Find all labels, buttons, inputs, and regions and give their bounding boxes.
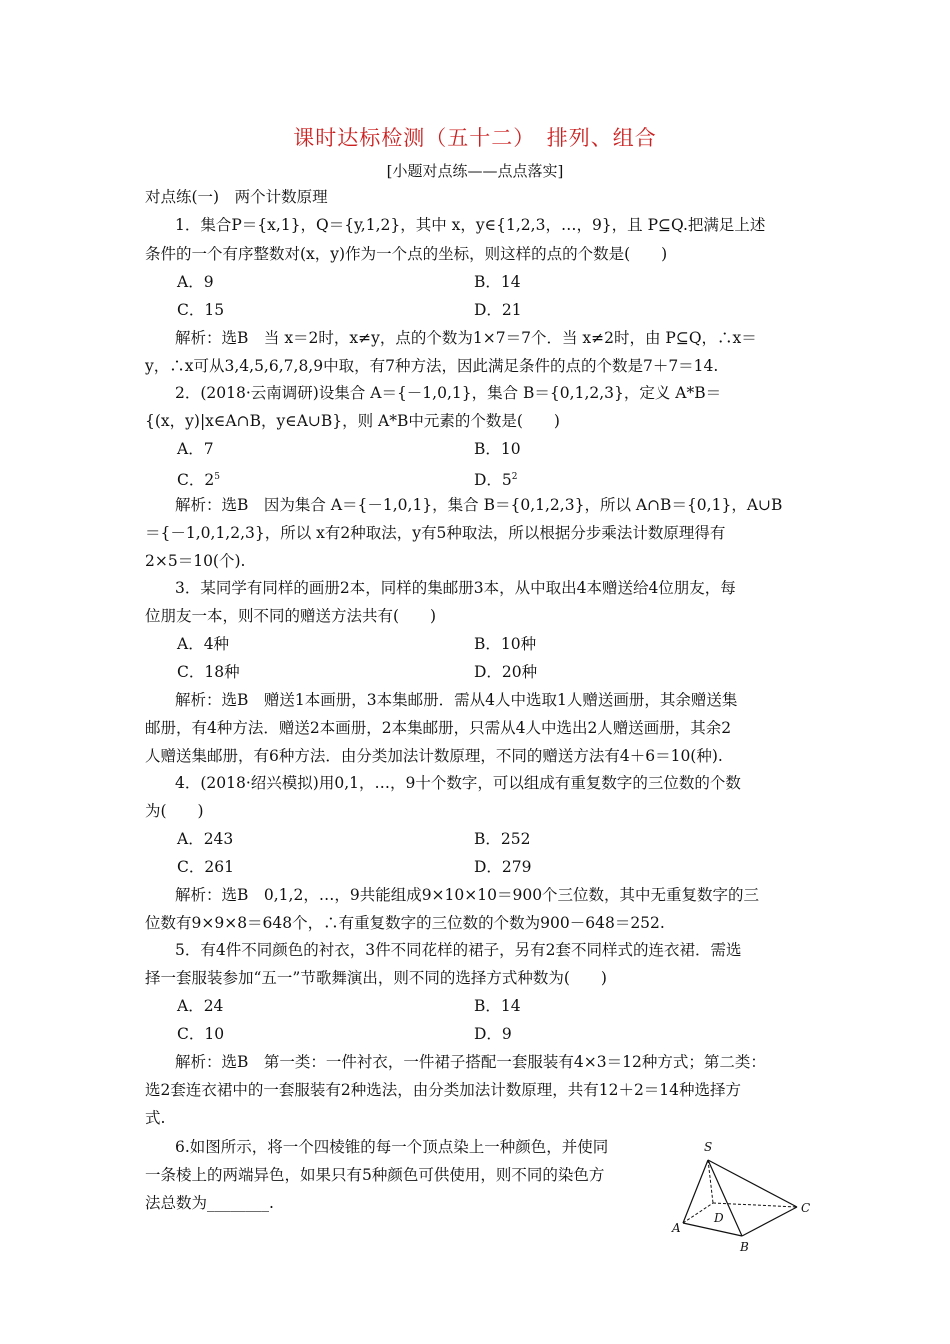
q3-solution-line3: 人赠送集邮册，有6种方法．由分类加法计数原理，不同的赠送方法有4＋6＝10(种). — [145, 747, 723, 765]
edge-bc — [742, 1207, 797, 1236]
edge-dc — [713, 1203, 797, 1207]
section-heading: 对点练(一) 两个计数原理 — [145, 188, 328, 206]
q3-solution-line1: 解析：选B 赠送1本画册，3本集邮册．需从4人中选取1人赠送画册，其余赠送集 — [175, 691, 738, 709]
q5-solution-line3: 式. — [145, 1109, 166, 1127]
q5-stem-line1: 5．有4件不同颜色的衬衣，3件不同花样的裙子，另有2套不同样式的连衣裙．需选 — [175, 941, 742, 959]
q1-solution-line2: y，∴x可从3,4,5,6,7,8,9中取，有7种方法，因此满足条件的点的个数是7＋7＝14. — [145, 357, 719, 375]
q3-stem-line2: 位朋友一本，则不同的赠送方法共有( ) — [145, 607, 437, 625]
page-title: 课时达标检测（五十二） 排列、组合 — [293, 126, 657, 150]
q4-solution-line1: 解析：选B 0,1,2，…，9共能组成9×10×10＝900个三位数，其中无重复数字的三 — [175, 886, 760, 904]
q1-stem-line2: 条件的一个有序整数对(x，y)作为一个点的坐标，则这样的点的个数是( ) — [145, 245, 668, 263]
q3-option-c: C．18种 — [177, 663, 240, 681]
q5-stem-line2: 择一套服装参加“五一”节歌舞演出，则不同的选择方式种数为( ) — [145, 969, 607, 987]
q5-option-d: D．9 — [474, 1025, 512, 1043]
q1-option-c: C．15 — [177, 301, 225, 319]
q6-stem-line1: 6.如图所示，将一个四棱锥的每一个顶点染上一种颜色，并使同 — [175, 1138, 609, 1156]
edge-sc — [708, 1160, 797, 1207]
q2-solution-line2: ＝{－1,0,1,2,3}，所以 x有2种取法，y有5种取法，所以根据分步乘法计数原理得有 — [145, 524, 726, 542]
q3-stem-line1: 3．某同学有同样的画册2本，同样的集邮册3本，从中取出4本赠送给4位朋友，每 — [175, 579, 736, 597]
edge-ab — [683, 1223, 742, 1236]
q2-option-d: D．$5^2$ — [474, 471, 518, 490]
q1-option-d: D．21 — [474, 301, 522, 319]
q4-option-a: A．243 — [177, 830, 234, 848]
label-c: C — [801, 1201, 811, 1215]
edge-sa — [683, 1160, 708, 1223]
q4-stem-line2: 为( ) — [145, 802, 204, 820]
q5-solution-line1: 解析：选B 第一类：一件衬衣，一件裙子搭配一套服装有4×3＝12种方式；第二类： — [175, 1053, 766, 1071]
q6-stem-line3: 法总数为________. — [145, 1194, 274, 1212]
q3-solution-line2: 邮册，有4种方法．赠送2本画册，2本集邮册，只需从4人中选出2人赠送画册，其余2 — [145, 719, 732, 737]
label-d: D — [714, 1211, 724, 1225]
q4-option-d: D．279 — [474, 858, 532, 876]
q3-option-a: A．4种 — [177, 635, 230, 653]
q2-solution-line3: 2×5＝10(个). — [145, 552, 246, 570]
q2-option-b: B．10 — [474, 440, 521, 458]
q2-solution-line1: 解析：选B 因为集合 A＝{－1,0,1}，集合 B＝{0,1,2,3}，所以 A∩B＝{0,1}，A∪B — [175, 496, 783, 514]
label-a: A — [672, 1221, 681, 1235]
q1-option-b: B．14 — [474, 273, 521, 291]
q4-option-c: C．261 — [177, 858, 234, 876]
q4-solution-line2: 位数有9×9×8＝648个，∴有重复数字的三位数的个数为900－648＝252. — [145, 914, 665, 932]
q3-option-d: D．20种 — [474, 663, 538, 681]
q2-option-a: A．7 — [177, 440, 214, 458]
q5-option-c: C．10 — [177, 1025, 225, 1043]
pyramid-figure — [670, 1135, 820, 1257]
q4-stem-line1: 4．(2018·绍兴模拟)用0,1，…，9十个数字，可以组成有重复数字的三位数的个数 — [175, 774, 741, 792]
q4-option-b: B．252 — [474, 830, 531, 848]
q5-solution-line2: 选2套连衣裙中的一套服装有2种选法，由分类加法计数原理，共有12＋2＝14种选择方 — [145, 1081, 742, 1099]
q6-stem-line2: 一条棱上的两端异色，如果只有5种颜色可供使用，则不同的染色方 — [145, 1166, 605, 1184]
q1-stem-line1: 1．集合P＝{x,1}，Q＝{y,1,2}，其中 x，y∈{1,2,3，…，9}，且 P⊆Q.把满足上述 — [175, 216, 766, 234]
q2-stem-line1: 2．(2018·云南调研)设集合 A＝{－1,0,1}，集合 B＝{0,1,2,3}，定义 A*B＝ — [175, 384, 722, 402]
q3-option-b: B．10种 — [474, 635, 537, 653]
q2-option-c: C．$2^5$ — [177, 471, 220, 490]
q2-stem-line2: {(x，y)|x∈A∩B，y∈A∪B}，则 A*B中元素的个数是( ) — [145, 412, 560, 430]
label-b: B — [740, 1240, 749, 1254]
q1-solution-line1: 解析：选B 当 x＝2时，x≠y，点的个数为1×7＝7个．当 x≠2时，由 P⊆Q，∴x＝ — [175, 329, 757, 347]
q1-option-a: A．9 — [177, 273, 214, 291]
q5-option-a: A．24 — [177, 997, 224, 1015]
label-s: S — [704, 1140, 713, 1154]
section-subtitle: [小题对点练——点点落实] — [386, 162, 564, 180]
q5-option-b: B．14 — [474, 997, 521, 1015]
